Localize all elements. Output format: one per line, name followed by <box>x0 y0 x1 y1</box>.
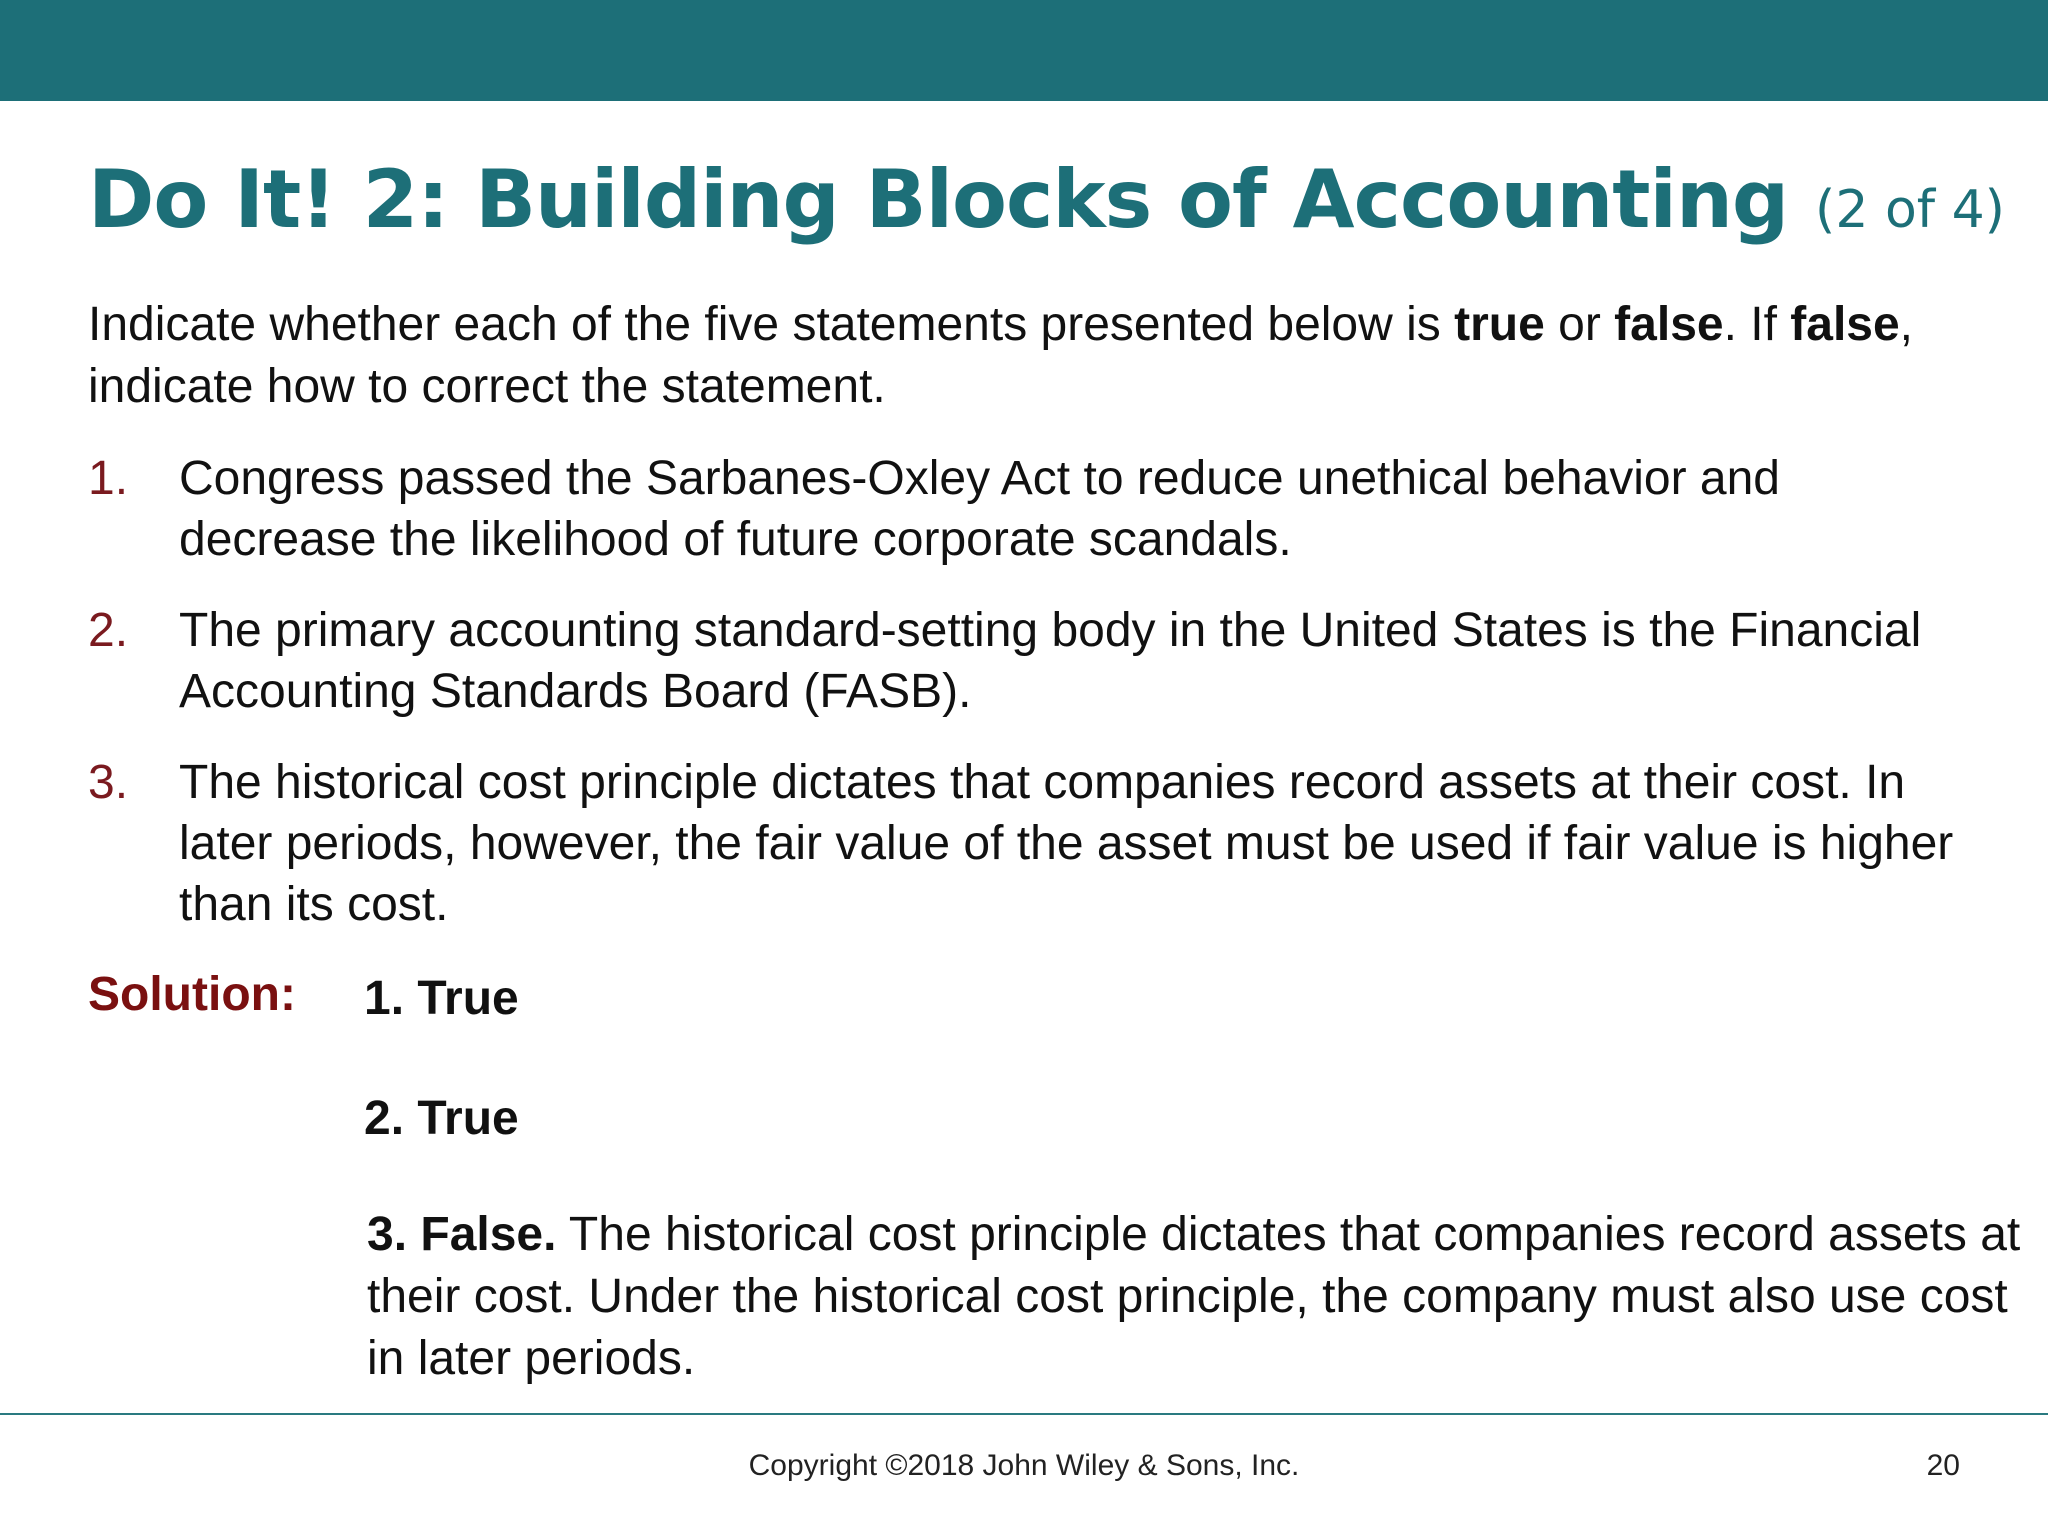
instructions-part3: , indicate how to correct the statement. <box>88 298 1914 413</box>
instructions-part1: Indicate whether each of the five statements presented below is <box>88 298 1455 351</box>
statement-item <box>88 448 1988 570</box>
instructions-true-word: true <box>1454 298 1545 351</box>
page-number: 20 <box>1926 1449 1960 1482</box>
instructions-part2: . If <box>1723 298 1791 351</box>
statement-text: Congress passed the Sarbanes-Oxley Act to reduce unethical behavior and decrease the likelihood of future corporate scandals. <box>179 452 1780 566</box>
statement-text: The historical cost principle dictates that companies record assets at their cost. In later periods, however, the fair value of the asset must be used if fair value is higher than its cost. <box>179 756 1954 931</box>
statement-item <box>88 600 1988 722</box>
footer-divider <box>0 1413 2048 1415</box>
slide-title <box>88 148 2028 262</box>
statement-number: 1. <box>88 452 129 505</box>
solution-answer-3-heading: 3. False. <box>367 1208 557 1261</box>
header-band <box>0 0 2048 101</box>
footer-copyright: Copyright ©2018 John Wiley & Sons, Inc. <box>748 1449 1300 1482</box>
slide-title-part: (2 of 4) <box>1815 180 2005 240</box>
slide-title-text: Do It! 2: Building Blocks of Accounting <box>88 153 1789 246</box>
statement-number: 3. <box>88 756 129 809</box>
solution-label: Solution: <box>88 968 296 1021</box>
instructions-or-word: or <box>1544 298 1615 351</box>
statement-item <box>88 752 1988 935</box>
statement-list <box>88 448 1988 965</box>
instructions-false-word: false <box>1614 298 1724 351</box>
solution-answer-2: 2. True <box>364 1092 519 1145</box>
solution-answer-3-text: The historical cost principle dictates that companies record assets at their cost. Under the historical cost principle, the company must also use cost in later periods. <box>367 1208 2021 1385</box>
statement-number: 2. <box>88 604 129 657</box>
instructions-false-word-2: false <box>1790 298 1900 351</box>
statement-text: The primary accounting standard-setting body in the United States is the Financial Accounting Standards Board (FASB). <box>179 604 1922 718</box>
instructions <box>88 294 1988 418</box>
solution-answer-1: 1. True <box>364 972 519 1025</box>
solution-answer-3 <box>367 1204 2027 1390</box>
